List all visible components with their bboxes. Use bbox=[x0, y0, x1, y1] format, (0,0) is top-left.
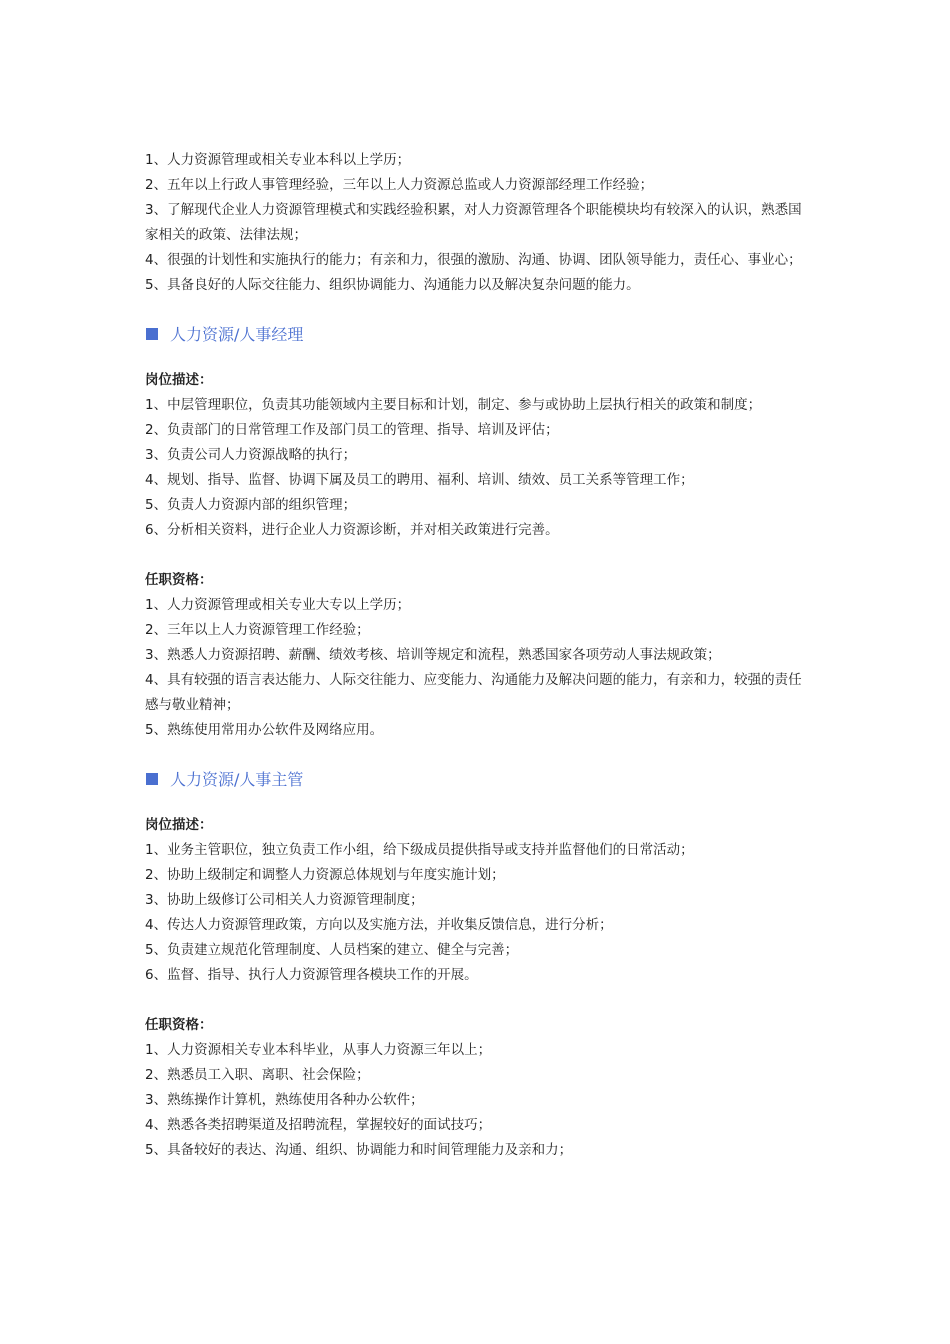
list-item: 2、三年以上人力资源管理工作经验； bbox=[145, 622, 370, 638]
list-item: 1、人力资源管理或相关专业本科以上学历； bbox=[145, 152, 411, 168]
list-item: 6、分析相关资料，进行企业人力资源诊断，并对相关政策进行完善。 bbox=[145, 522, 559, 538]
spacer bbox=[145, 543, 805, 568]
qualifications-list bbox=[145, 593, 805, 743]
list-item: 6、监督、指导、执行人力资源管理各模块工作的开展。 bbox=[145, 967, 478, 983]
list-item: 3、协助上级修订公司相关人力资源管理制度； bbox=[145, 892, 424, 908]
list-item: 2、协助上级制定和调整人力资源总体规划与年度实施计划； bbox=[145, 867, 505, 883]
job-description-list bbox=[145, 393, 805, 543]
list-item: 2、五年以上行政人事管理经验，三年以上人力资源总监或人力资源部经理工作经验； bbox=[145, 177, 654, 193]
list-item: 5、负责人力资源内部的组织管理； bbox=[145, 497, 357, 513]
job-description-list bbox=[145, 838, 805, 988]
spacer bbox=[145, 988, 805, 1013]
list-item: 2、负责部门的日常管理工作及部门员工的管理、指导、培训及评估； bbox=[145, 422, 559, 438]
list-item: 1、中层管理职位，负责其功能领域内主要目标和计划，制定、参与或协助上层执行相关的政策和制度； bbox=[145, 397, 762, 413]
section-heading-hr-manager bbox=[145, 321, 805, 346]
section-title: 人力资源/人事经理 bbox=[170, 325, 304, 344]
list-item: 1、业务主管职位，独立负责工作小组，给下级成员提供指导或支持并监督他们的日常活动； bbox=[145, 842, 694, 858]
qualifications-label: 任职资格： bbox=[145, 1017, 213, 1033]
section-heading-hr-supervisor bbox=[145, 766, 805, 791]
list-item: 4、熟悉各类招聘渠道及招聘流程，掌握较好的面试技巧； bbox=[145, 1117, 492, 1133]
list-item: 5、具备良好的人际交往能力、组织协调能力、沟通能力以及解决复杂问题的能力。 bbox=[145, 277, 640, 293]
section-title: 人力资源/人事主管 bbox=[170, 770, 304, 789]
qualifications-label: 任职资格： bbox=[145, 572, 213, 588]
list-item: 4、传达人力资源管理政策，方向以及实施方法，并收集反馈信息，进行分析； bbox=[145, 917, 613, 933]
square-bullet-icon bbox=[146, 328, 158, 340]
qualifications-list bbox=[145, 1038, 805, 1163]
list-item: 4、具有较强的语言表达能力、人际交往能力、应变能力、沟通能力及解决问题的能力，有亲和力，较强的责任感与敬业精神； bbox=[145, 672, 802, 713]
list-item: 3、负责公司人力资源战略的执行； bbox=[145, 447, 357, 463]
list-item: 3、熟悉人力资源招聘、薪酬、绩效考核、培训等规定和流程，熟悉国家各项劳动人事法规政策； bbox=[145, 647, 721, 663]
list-item: 5、负责建立规范化管理制度、人员档案的建立、健全与完善； bbox=[145, 942, 519, 958]
list-item: 5、具备较好的表达、沟通、组织、协调能力和时间管理能力及亲和力； bbox=[145, 1142, 573, 1158]
list-item: 3、熟练操作计算机，熟练使用各种办公软件； bbox=[145, 1092, 424, 1108]
list-item: 1、人力资源相关专业本科毕业，从事人力资源三年以上； bbox=[145, 1042, 492, 1058]
document-page bbox=[145, 148, 805, 1163]
job-description-label: 岗位描述： bbox=[145, 372, 213, 388]
list-item: 1、人力资源管理或相关专业大专以上学历； bbox=[145, 597, 411, 613]
job-description-label: 岗位描述： bbox=[145, 817, 213, 833]
list-item: 2、熟悉员工入职、离职、社会保险； bbox=[145, 1067, 370, 1083]
list-item: 5、熟练使用常用办公软件及网络应用。 bbox=[145, 722, 384, 738]
requirements-list-top bbox=[145, 148, 805, 298]
list-item: 4、很强的计划性和实施执行的能力；有亲和力，很强的激励、沟通、协调、团队领导能力，责任心、事业心； bbox=[145, 252, 802, 268]
square-bullet-icon bbox=[146, 773, 158, 785]
list-item: 4、规划、指导、监督、协调下属及员工的聘用、福利、培训、绩效、员工关系等管理工作； bbox=[145, 472, 694, 488]
list-item: 3、了解现代企业人力资源管理模式和实践经验积累，对人力资源管理各个职能模块均有较深入的认识，熟悉国家相关的政策、法律法规； bbox=[145, 202, 802, 243]
